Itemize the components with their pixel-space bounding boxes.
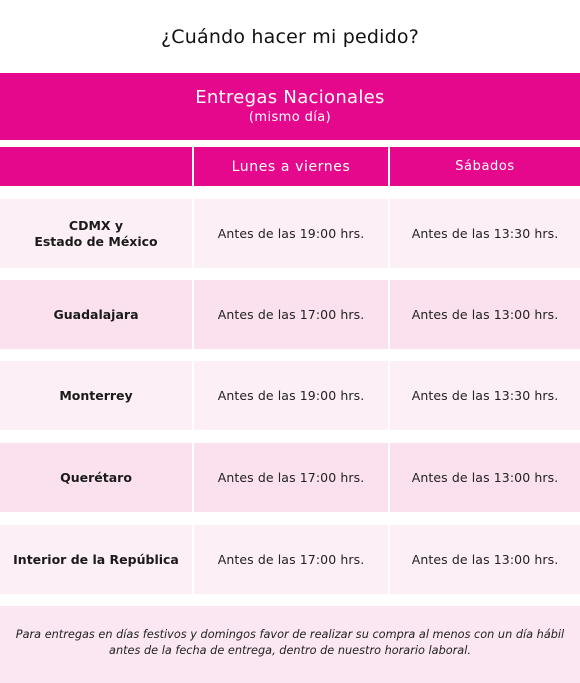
weekday-cell — [194, 443, 388, 512]
weekday-cutoff: Antes de las 17:00 hrs. — [217, 307, 365, 322]
saturday-cutoff: Antes de las 13:00 hrs. — [411, 470, 559, 485]
table-row — [0, 361, 580, 430]
weekday-cutoff: Antes de las 17:00 hrs. — [217, 470, 365, 485]
weekday-cell — [194, 280, 388, 349]
weekday-cutoff: Antes de las 19:00 hrs. — [217, 226, 365, 241]
weekday-cell — [194, 361, 388, 430]
footnote: Para entregas en días festivos y domingos favor de realizar su compra al menos con un día hábil antes de la fecha de entrega, dentro de nuestro horario laboral. — [0, 606, 580, 683]
column-header-city — [0, 147, 192, 186]
table-row — [0, 443, 580, 512]
saturday-cutoff: Antes de las 13:30 hrs. — [411, 226, 559, 241]
weekday-cutoff: Antes de las 19:00 hrs. — [217, 388, 365, 403]
city-name: Guadalajara — [53, 306, 139, 322]
table-row — [0, 280, 580, 349]
weekday-cell — [194, 525, 388, 594]
delivery-header-subtitle: (mismo día) — [248, 110, 332, 125]
saturday-cutoff: Antes de las 13:00 hrs. — [411, 552, 559, 567]
delivery-header — [0, 73, 580, 140]
table-row — [0, 525, 580, 594]
city-cell — [0, 443, 192, 512]
city-name: Monterrey — [59, 387, 133, 403]
city-cell — [0, 199, 192, 268]
page-title: ¿Cuándo hacer mi pedido? — [161, 26, 419, 48]
delivery-header-title: Entregas Nacionales — [195, 87, 385, 108]
city-name: Interior de la República — [13, 551, 179, 567]
weekday-cell — [194, 199, 388, 268]
saturday-cell — [390, 361, 580, 430]
weekday-cutoff: Antes de las 17:00 hrs. — [217, 552, 365, 567]
city-cell — [0, 280, 192, 349]
saturday-cutoff: Antes de las 13:30 hrs. — [411, 388, 559, 403]
saturday-cell — [390, 199, 580, 268]
saturday-cell — [390, 280, 580, 349]
city-name: Querétaro — [60, 469, 132, 485]
column-header-row — [0, 147, 580, 186]
city-cell — [0, 525, 192, 594]
column-header-saturday: Sábados — [390, 147, 580, 186]
table-row — [0, 199, 580, 268]
column-header-weekday: Lunes a viernes — [194, 147, 388, 186]
saturday-cell — [390, 443, 580, 512]
city-name: CDMX y Estado de México — [34, 217, 158, 249]
saturday-cutoff: Antes de las 13:00 hrs. — [411, 307, 559, 322]
saturday-cell — [390, 525, 580, 594]
city-cell — [0, 361, 192, 430]
